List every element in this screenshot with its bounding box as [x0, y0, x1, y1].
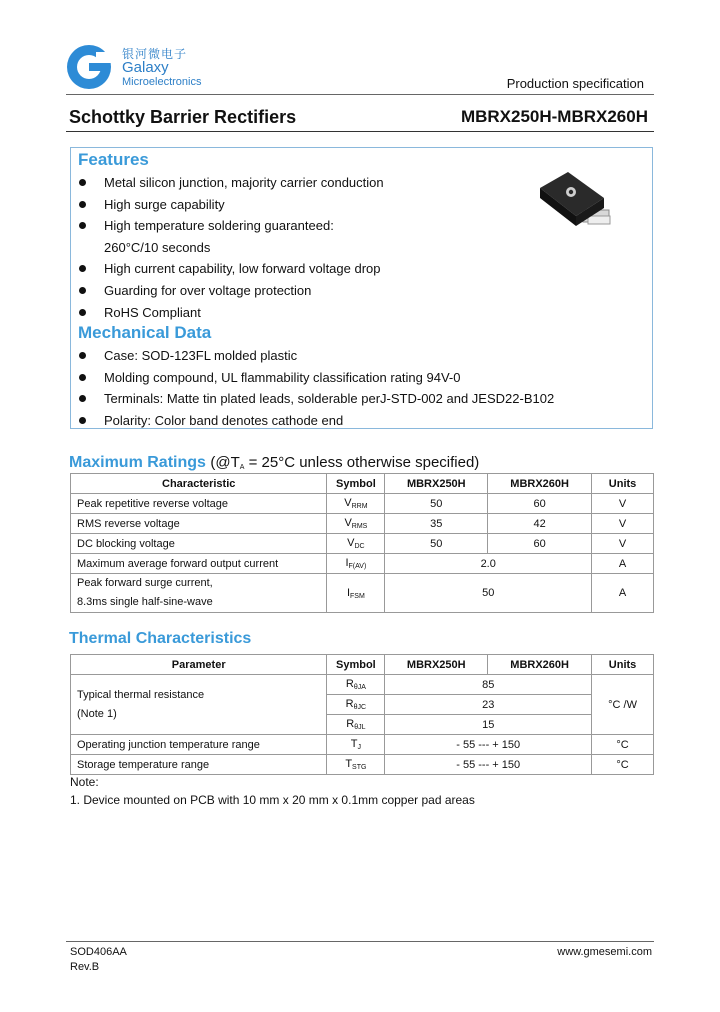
row-label: Typical thermal resistance (Note 1) [71, 675, 327, 735]
column-header: MBRX260H [488, 474, 592, 494]
column-header: Symbol [327, 474, 385, 494]
row-value: 85 [385, 675, 592, 695]
title-rule [66, 131, 654, 132]
row-value: - 55 --- + 150 [385, 735, 592, 755]
mechanical-item: Polarity: Color band denotes cathode end [71, 410, 554, 432]
row-value: 50 [385, 574, 592, 613]
thermal-heading: Thermal Characteristics [69, 630, 252, 647]
row-unit: V [592, 514, 654, 534]
row-label: Peak forward surge current, 8.3ms single half-sine-wave [71, 574, 327, 613]
row-unit: A [592, 574, 654, 613]
row-value: 42 [488, 514, 592, 534]
row-symbol: $V_{RMS}$ [327, 514, 385, 534]
row-symbol: $R_{\theta JA}$ [327, 675, 385, 695]
feature-item: RoHS Compliant [71, 302, 384, 324]
thermal-table [70, 654, 654, 775]
mechanical-item: Molding compound, UL flammability classification rating 94V-0 [71, 367, 554, 389]
mechanical-list [71, 345, 554, 431]
row-symbol: $T_{STG}$ [327, 755, 385, 775]
part-number-range: MBRX250H-MBRX260H [460, 107, 648, 126]
table-header-row [71, 655, 654, 675]
row-label: RMS reverse voltage [71, 514, 327, 534]
feature-item-continuation: 260°C/10 seconds [104, 239, 211, 255]
row-value: 60 [488, 494, 592, 514]
column-header: Units [592, 474, 654, 494]
row-symbol: $V_{RRM}$ [327, 494, 385, 514]
features-heading: Features [78, 150, 149, 169]
footer-rule [66, 941, 654, 942]
features-list [71, 172, 384, 323]
row-value: 2.0 [385, 554, 592, 574]
note-text: 1. Device mounted on PCB with 10 mm x 20 mm x 0.1mm copper pad areas [70, 793, 475, 807]
row-label: DC blocking voltage [71, 534, 327, 554]
row-value: - 55 --- + 150 [385, 755, 592, 775]
row-label: Peak repetitive reverse voltage [71, 494, 327, 514]
header-rule [66, 94, 654, 95]
max-ratings-title: Maximum Ratings [69, 454, 206, 471]
max-ratings-table [70, 473, 654, 613]
column-header: MBRX250H [385, 474, 488, 494]
table-row [71, 514, 654, 534]
row-value: 35 [385, 514, 488, 534]
table-row [71, 534, 654, 554]
row-symbol: $V_{DC}$ [327, 534, 385, 554]
logo-subtitle: Microelectronics [122, 76, 202, 88]
table-row [71, 755, 654, 775]
max-ratings-condition: ($@T_A = 25^\circ C$ unless otherwise specified) [210, 454, 480, 471]
row-symbol: $T_J$ [327, 735, 385, 755]
table-header-row [71, 474, 654, 494]
row-unit: °C /W [592, 675, 654, 735]
feature-item: High temperature soldering guaranteed: [71, 215, 384, 237]
table-row [71, 494, 654, 514]
mechanical-item: Terminals: Matte tin plated leads, solderable perJ-STD-002 and JESD22-B102 [71, 388, 554, 410]
row-symbol: $R_{\theta JC}$ [327, 695, 385, 715]
row-unit: V [592, 494, 654, 514]
table-row [71, 574, 654, 613]
row-value: 60 [488, 534, 592, 554]
row-label: Maximum average forward output current [71, 554, 327, 574]
product-title: Schottky Barrier Rectifiers [69, 107, 297, 127]
website-link[interactable]: www.gmesemi.com [557, 946, 652, 958]
row-value: 50 [385, 494, 488, 514]
column-header: MBRX250H [385, 655, 488, 675]
row-symbol: $R_{\theta JL}$ [327, 715, 385, 735]
table-row [71, 735, 654, 755]
column-header: Parameter [71, 655, 327, 675]
production-spec-label: Production specification [506, 76, 644, 91]
table-row [71, 554, 654, 574]
mechanical-item: Case: SOD-123FL molded plastic [71, 345, 554, 367]
column-header: Characteristic [71, 474, 327, 494]
feature-item: Guarding for over voltage protection [71, 280, 384, 302]
max-ratings-heading [69, 454, 479, 472]
revision: Rev.B [70, 961, 100, 973]
row-label: Storage temperature range [71, 755, 327, 775]
logo-brand-name: Galaxy [122, 59, 169, 76]
mechanical-heading: Mechanical Data [78, 323, 212, 342]
row-unit: V [592, 534, 654, 554]
row-symbol: $I_{FSM}$ [327, 574, 385, 613]
row-label: Operating junction temperature range [71, 735, 327, 755]
package-image-icon [538, 170, 616, 236]
row-value: 23 [385, 695, 592, 715]
row-symbol: $I_{F(AV)}$ [327, 554, 385, 574]
feature-item: High surge capability [71, 194, 384, 216]
row-value: 50 [385, 534, 488, 554]
column-header: Symbol [327, 655, 385, 675]
feature-item: High current capability, low forward voltage drop [71, 258, 384, 280]
row-value: 15 [385, 715, 592, 735]
row-unit: A [592, 554, 654, 574]
table-row [71, 675, 654, 695]
galaxy-logo-icon [66, 44, 112, 90]
row-unit: °C [592, 755, 654, 775]
column-header: MBRX260H [488, 655, 592, 675]
row-unit: °C [592, 735, 654, 755]
feature-item: Metal silicon junction, majority carrier conduction [71, 172, 384, 194]
note-label: Note: [70, 775, 99, 789]
document-code: SOD406AA [70, 946, 127, 958]
column-header: Units [592, 655, 654, 675]
logo-chinese-name: 银河微电子 [122, 47, 188, 61]
